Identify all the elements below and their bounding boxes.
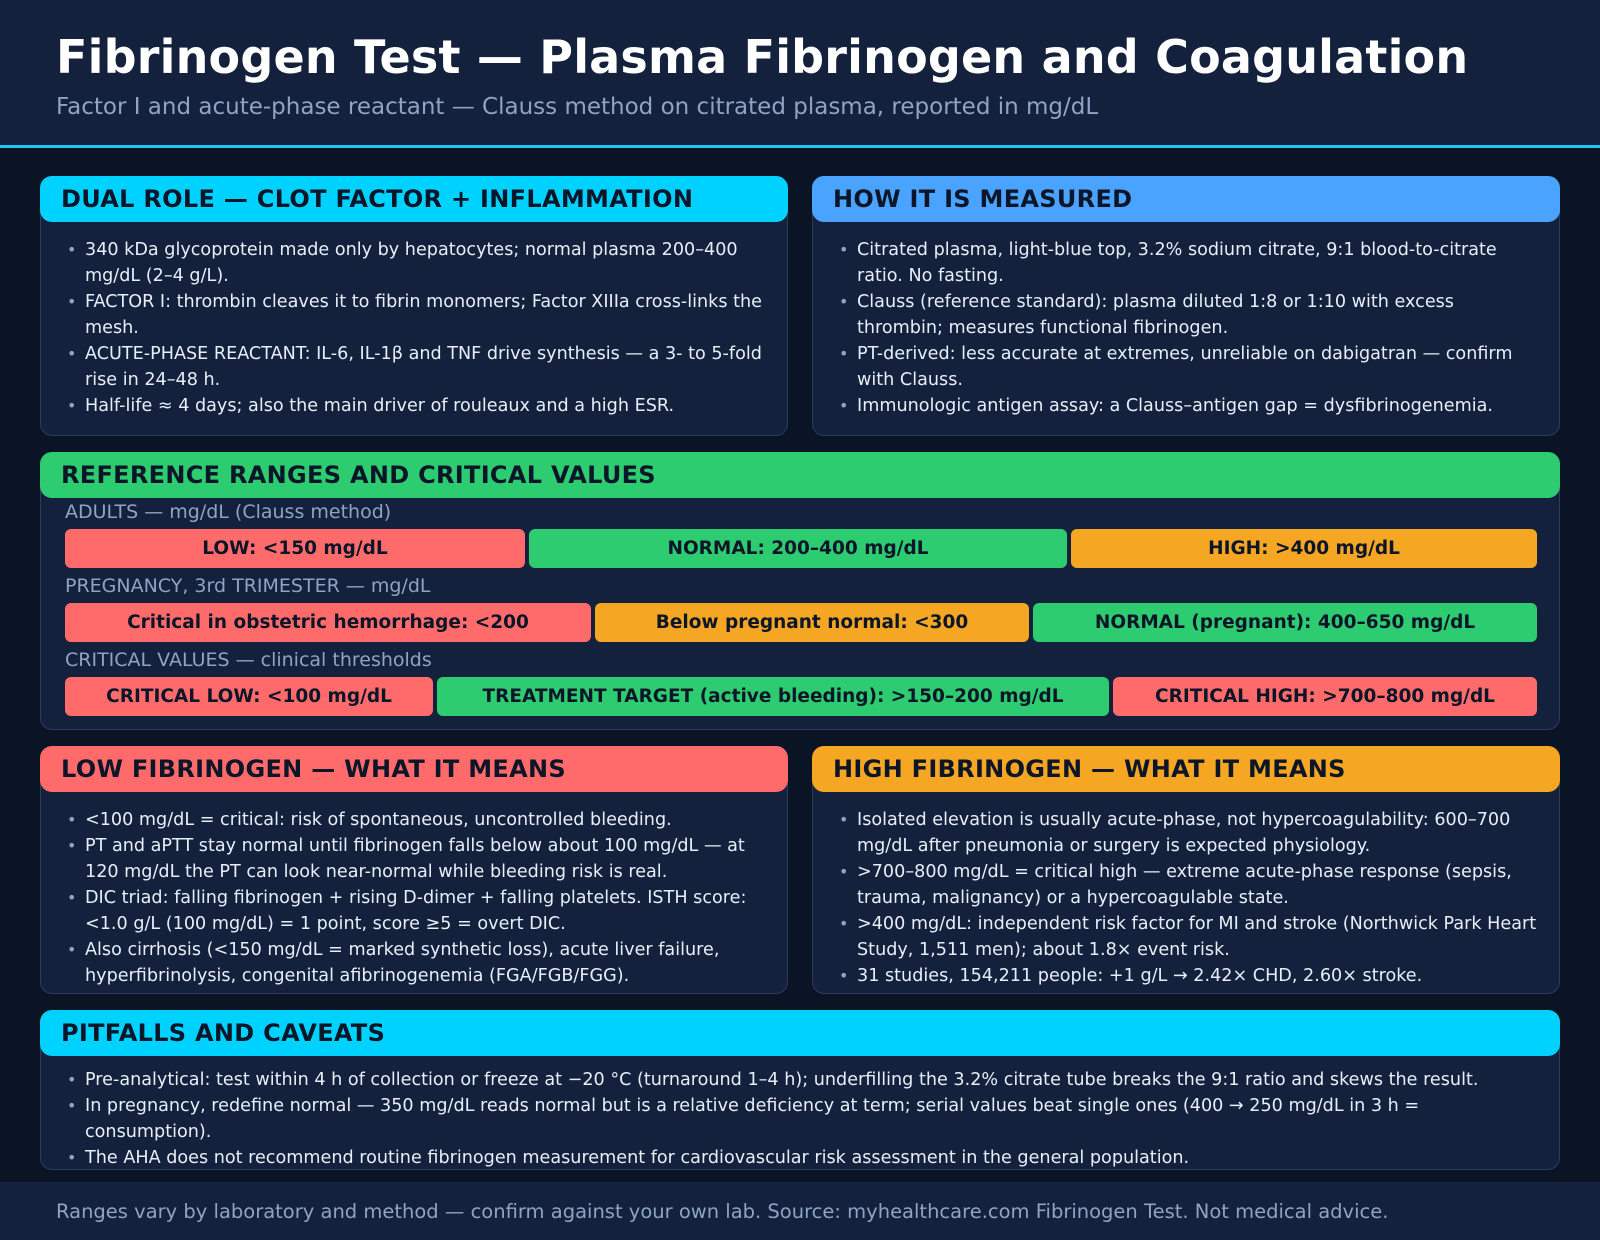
list-item: • Isolated elevation is usually acute-phase, not hypercoagulability: 600–700 mg/dL after pneumonia or surgery is expected physiology. xyxy=(837,807,1541,859)
page-subtitle: Factor I and acute-phase reactant — Clauss method on citrated plasma, reported in mg/dL xyxy=(56,94,1099,120)
list-item: • 31 studies, 154,211 people: +1 g/L → 2.42× CHD, 2.60× stroke. xyxy=(837,963,1541,989)
pitfalls-card xyxy=(40,1010,1560,1170)
page-title: Fibrinogen Test — Plasma Fibrinogen and Coagulation xyxy=(56,30,1469,84)
list-item: • Also cirrhosis (<150 mg/dL = marked synthetic loss), acute liver failure, hyperfibrinolysis, congenital afibrinogenemia (FGA/FGB/FGG). xyxy=(65,937,769,989)
adults-low-segment: LOW: <150 mg/dL xyxy=(65,529,525,568)
list-item: • The AHA does not recommend routine fibrinogen measurement for cardiovascular risk assessment in the general population. xyxy=(65,1145,1541,1171)
reference-ranges-heading: REFERENCE RANGES AND CRITICAL VALUES xyxy=(40,452,1560,498)
adults-range-label: ADULTS — mg/dL (Clauss method) xyxy=(65,501,392,523)
list-item: • >400 mg/dL: independent risk factor for MI and stroke (Northwick Park Heart Study, 1,511 men); about 1.8× event risk. xyxy=(837,911,1541,963)
list-item: • In pregnancy, redefine normal — 350 mg/dL reads normal but is a relative deficiency at term; serial values beat single ones (400 → 250 mg/dL in 3 h = consumption). xyxy=(65,1093,1541,1145)
list-item: • 340 kDa glycoprotein made only by hepatocytes; normal plasma 200–400 mg/dL (2–4 g/L). xyxy=(65,237,769,289)
pitfalls-list xyxy=(65,1067,1541,1171)
list-item: • FACTOR I: thrombin cleaves it to fibrin monomers; Factor XIIIa cross-links the mesh. xyxy=(65,289,769,341)
list-item: • PT-derived: less accurate at extremes, unreliable on dabigatran — confirm with Clauss. xyxy=(837,341,1541,393)
page-header xyxy=(0,0,1600,148)
critical-range-label: CRITICAL VALUES — clinical thresholds xyxy=(65,649,432,671)
how-measured-heading: HOW IT IS MEASURED xyxy=(812,176,1560,222)
list-item: • ACUTE-PHASE REACTANT: IL-6, IL-1β and TNF drive synthesis — a 3- to 5-fold rise in 24–48 h. xyxy=(65,341,769,393)
high-fibrinogen-list xyxy=(837,807,1541,989)
how-measured-list xyxy=(837,237,1541,419)
list-item: • <100 mg/dL = critical: risk of spontaneous, uncontrolled bleeding. xyxy=(65,807,769,833)
critical-high-segment: CRITICAL HIGH: >700–800 mg/dL xyxy=(1113,677,1537,716)
dual-role-heading: DUAL ROLE — CLOT FACTOR + INFLAMMATION xyxy=(40,176,788,222)
list-item: • PT and aPTT stay normal until fibrinogen falls below about 100 mg/dL — at 120 mg/dL the PT can look near-normal while bleeding risk is real. xyxy=(65,833,769,885)
pitfalls-heading: PITFALLS AND CAVEATS xyxy=(40,1010,1560,1056)
list-item: • >700–800 mg/dL = critical high — extreme acute-phase response (sepsis, trauma, malignancy) or a hypercoagulable state. xyxy=(837,859,1541,911)
list-item: • Citrated plasma, light-blue top, 3.2% sodium citrate, 9:1 blood-to-citrate ratio. No fasting. xyxy=(837,237,1541,289)
low-fibrinogen-list xyxy=(65,807,769,989)
dual-role-list xyxy=(65,237,769,419)
reference-ranges-card xyxy=(40,452,1560,730)
pregnancy-normal-segment: NORMAL (pregnant): 400–650 mg/dL xyxy=(1033,603,1537,642)
pregnancy-below-segment: Below pregnant normal: <300 xyxy=(595,603,1029,642)
list-item: • Immunologic antigen assay: a Clauss–antigen gap = dysfibrinogenemia. xyxy=(837,393,1541,419)
list-item: • Pre-analytical: test within 4 h of collection or freeze at −20 °C (turnaround 1–4 h); underfilling the 3.2% citrate tube breaks the 9:1 ratio and skews the result. xyxy=(65,1067,1541,1093)
high-fibrinogen-card xyxy=(812,746,1560,994)
pregnancy-critical-segment: Critical in obstetric hemorrhage: <200 xyxy=(65,603,591,642)
dual-role-card xyxy=(40,176,788,436)
list-item: • Clauss (reference standard): plasma diluted 1:8 or 1:10 with excess thrombin; measures functional fibrinogen. xyxy=(837,289,1541,341)
list-item: • Half-life ≈ 4 days; also the main driver of rouleaux and a high ESR. xyxy=(65,393,769,419)
page-footer xyxy=(0,1182,1600,1240)
critical-low-segment: CRITICAL LOW: <100 mg/dL xyxy=(65,677,433,716)
low-fibrinogen-heading: LOW FIBRINOGEN — WHAT IT MEANS xyxy=(40,746,788,792)
treatment-target-segment: TREATMENT TARGET (active bleeding): >150–200 mg/dL xyxy=(437,677,1109,716)
list-item: • DIC triad: falling fibrinogen + rising D-dimer + falling platelets. ISTH score: <1.0 g/L (100 mg/dL) = 1 point, score ≥5 = overt DIC. xyxy=(65,885,769,937)
adults-normal-segment: NORMAL: 200–400 mg/dL xyxy=(529,529,1067,568)
pregnancy-range-label: PREGNANCY, 3rd TRIMESTER — mg/dL xyxy=(65,575,431,597)
high-fibrinogen-heading: HIGH FIBRINOGEN — WHAT IT MEANS xyxy=(812,746,1560,792)
adults-high-segment: HIGH: >400 mg/dL xyxy=(1071,529,1537,568)
how-measured-card xyxy=(812,176,1560,436)
footer-note: Ranges vary by laboratory and method — confirm against your own lab. Source: myhealthcare.com Fibrinogen Test. Not medical advice. xyxy=(56,1200,1389,1223)
low-fibrinogen-card xyxy=(40,746,788,994)
